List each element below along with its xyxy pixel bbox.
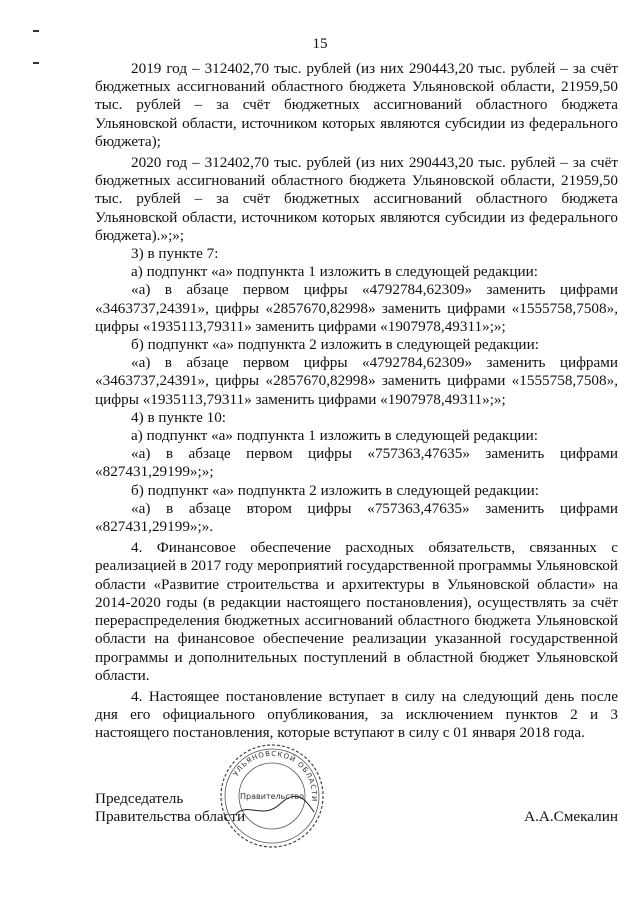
signatory-name: А.А.Смекалин [524,808,618,825]
paragraph-section-4-effective-date: 4. Настоящее постановление вступает в силу на следующий день после дня его официального опубликования, за исключением пунктов 2 и 3 настоящего постановления, которые вступают в силу с 01 января 2018 года. [95,687,618,742]
signatory-title-line2: Правительства области [95,808,246,825]
paragraph-section-4-funding: 4. Финансовое обеспечение расходных обязательств, связанных с реализацией в 2017 году мероприятий государственной программы Ульяновской области «Развитие строительства и архитектуры в Ульяновской области» на 2014-2020 годы (в редакции настоящего постановления), осуществлять за счёт перераспределения бюджетных ассигнований областного бюджета Ульяновской области на финансовое обеспечение реализации указанной государственной программы и дополнительных поступлений в областной бюджет Ульяновской области. [95,539,618,684]
scan-mark-top [33,30,39,32]
paragraph-item-3a-text: «а) в абзаце первом цифры «4792784,62309» заменить цифрами «3463737,24391», цифры «2857670,82998» заменить цифрами «1555758,7508», цифры «1935113,79311» заменить цифрами «1907978,49311»;»; [95,281,618,335]
paragraph-item-4a-text: «а) в абзаце первом цифры «757363,47635» заменить цифрами «827431,29199»;»; [95,445,618,481]
seal-center-text: Правительство [240,792,304,801]
seal-ring-text: УЛЬЯНОВСКОЙ ОБЛАСТИ [231,749,319,803]
paragraph-item-4b-heading: б) подпункт «а» подпункта 2 изложить в следующей редакции: [131,481,539,499]
paragraph-item-4a-heading: а) подпункт «а» подпункта 1 изложить в следующей редакции: [131,427,538,445]
paragraph-item-3a-heading: а) подпункт «а» подпункта 1 изложить в следующей редакции: [131,263,538,281]
scan-mark-bottom [33,62,39,64]
signature-block [95,790,618,850]
paragraph-item-3-heading: 3) в пункте 7: [131,245,219,263]
document-body [95,60,618,743]
paragraph-2019-funding: 2019 год – 312402,70 тыс. рублей (из них 290443,20 тыс. рублей – за счёт бюджетных ассигнований областного бюджета Ульяновской области, 21959,50 тыс. рублей – за счёт бюджетных ассигнований областного бюджета Ульяновской области, источником которых являются субсидии из федерального бюджета); [95,60,618,150]
page-number: 15 [312,36,328,52]
paragraph-item-4-heading: 4) в пункте 10: [131,408,227,426]
paragraph-2020-funding: 2020 год – 312402,70 тыс. рублей (из них 290443,20 тыс. рублей – за счёт бюджетных ассигнований областного бюджета Ульяновской области, 21959,50 тыс. рублей – за счёт бюджетных ассигнований областного бюджета Ульяновской области, источником которых являются субсидии из федерального бюджета).»;»; [95,154,618,244]
paragraph-item-3b-heading: б) подпункт «а» подпункта 2 изложить в следующей редакции: [131,336,539,354]
signatory-title-line1: Председатель [95,790,184,807]
official-seal-stamp [218,742,326,850]
paragraph-item-3b-text: «а) в абзаце первом цифры «4792784,62309» заменить цифрами «3463737,24391», цифры «2857670,82998» заменить цифрами «1555758,7508», цифры «1935113,79311» заменить цифрами «1907978,49311»;»; [95,354,618,408]
paragraph-item-4b-text: «а) в абзаце втором цифры «757363,47635» заменить цифрами «827431,29199»;». [95,499,618,536]
